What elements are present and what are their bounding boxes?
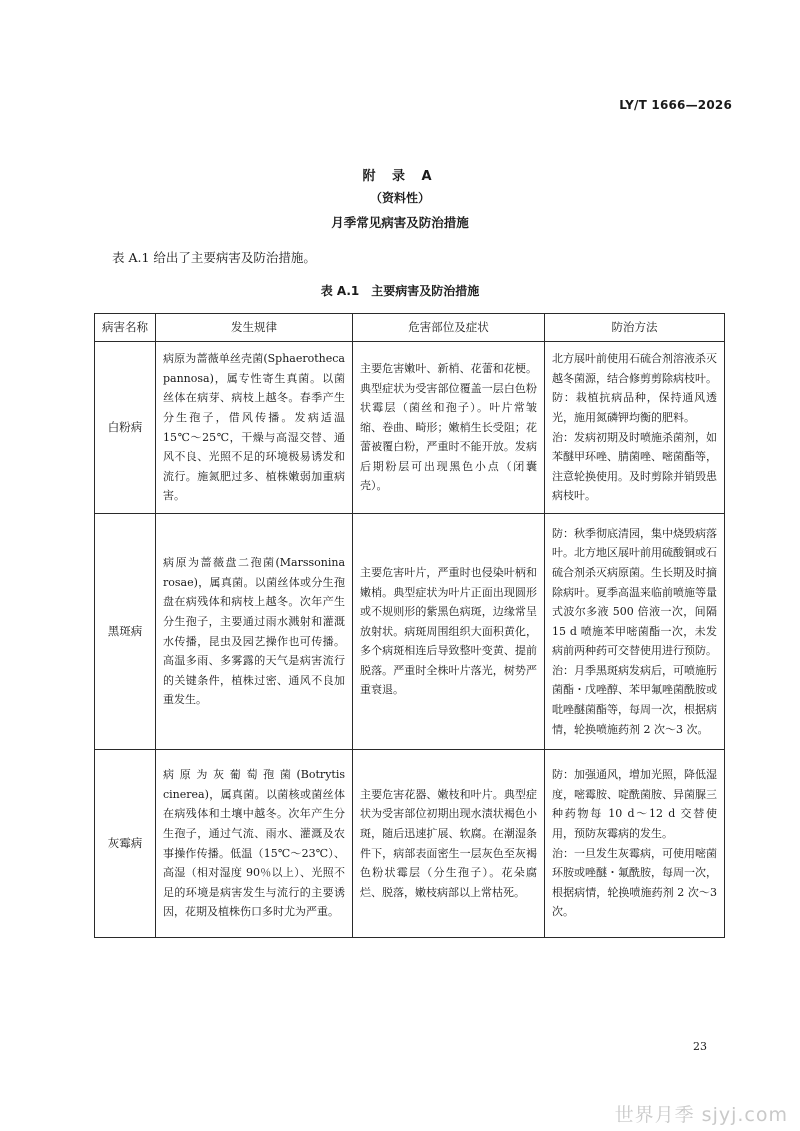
symptoms-cell: 主要危害嫩叶、新梢、花蕾和花梗。典型症状为受害部位覆盖一层白色粉状霉层（菌丝和孢子）。叶片常皱缩、卷曲、畸形；嫩梢生长受阻；花蕾被覆白粉，严重时不能开放。发病后期粉层可出现黑色小点（闭囊壳）。 [353, 342, 545, 514]
control-cell: 防：加强通风，增加光照，降低湿度，嘧霉胺、啶酰菌胺、异菌脲三种药物每 10 d～12 d 交替使用，预防灰霉病的发生。 治：一旦发生灰霉病，可使用嘧菌环胺或唑醚・氟酰胺，每周一次，根据病情，轮换喷施药剂 2 次～3 次。 [545, 750, 725, 938]
appendix-nature: （资料性） [369, 191, 430, 205]
occurrence-cell: 病原为蔷薇盘二孢菌(Marssonina rosae)，属真菌。以菌丝体或分生孢盘在病残体和病枝上越冬。次年产生分生孢子，主要通过雨水溅射和灌溉水传播，昆虫及园艺操作也可传播。高温多雨、多雾露的天气是病害流行的关键条件，植株过密、通风不良加重发生。 [156, 514, 353, 750]
table-caption: 表 A.1 主要病害及防治措施 [320, 284, 480, 298]
intro-paragraph: 表 A.1 给出了主要病害及防治措施。 [112, 250, 316, 265]
appendix-subtitle: 月季常见病害及防治措施 [331, 215, 469, 230]
appendix-title: 附 录 A [362, 169, 438, 184]
control-cell: 防：秋季彻底清园，集中烧毁病落叶。北方地区展叶前用硫酸铜或石硫合剂杀灭病原菌。生长期及时摘除病叶。夏季高温来临前喷施等量式波尔多液 500 倍液一次，间隔 15 d 喷施苯甲嘧菌酯一次，未发病前两种药可交替使用进行预防。 治：月季黑斑病发病后，可喷施肟菌酯・戊唑醇、苯甲氟唑菌酰胺或吡唑醚菌酯等，每周一次，根据病情，轮换喷施药剂 2 次～3 次。 [545, 514, 725, 750]
standard-code: LY/T 1666—2026 [619, 98, 732, 112]
occurrence-cell: 病原为灰葡萄孢菌(Botrytis cinerea)，属真菌。以菌核或菌丝体在病残体和土壤中越冬。次年产生分生孢子，通过气流、雨水、灌溉及农事操作传播。低温（15℃～23℃）、高湿（相对湿度 90％以上）、光照不足的环境是病害发生与流行的主要诱因，花期及植株伤口多时尤为严重。 [156, 750, 353, 938]
disease-table [94, 313, 725, 938]
control-cell: 北方展叶前使用石硫合剂溶液杀灭越冬菌源，结合修剪剪除病枝叶。 防：栽植抗病品种，保持通风透光，施用氮磷钾均衡的肥料。 治：发病初期及时喷施杀菌剂，如苯醚甲环唑、腈菌唑、嘧菌酯等，注意轮换使用。及时剪除并销毁患病枝叶。 [545, 342, 725, 514]
column-header-control: 防治方法 [545, 314, 725, 342]
column-header-occurrence: 发生规律 [156, 314, 353, 342]
page-number: 23 [693, 1040, 707, 1053]
table-row [95, 514, 725, 750]
site-watermark: 世界月季 sjyj.com [614, 1104, 788, 1126]
disease-name-cell: 黑斑病 [95, 514, 156, 750]
column-header-disease-name: 病害名称 [95, 314, 156, 342]
symptoms-cell: 主要危害花器、嫩枝和叶片。典型症状为受害部位初期出现水渍状褐色小斑，随后迅速扩展、软腐。在潮湿条件下，病部表面密生一层灰色至灰褐色粉状霉层（分生孢子）。花朵腐烂、脱落，嫩枝病部以上常枯死。 [353, 750, 545, 938]
disease-name-cell: 灰霉病 [95, 750, 156, 938]
table-row [95, 750, 725, 938]
table-header-row [95, 314, 725, 342]
symptoms-cell: 主要危害叶片，严重时也侵染叶柄和嫩梢。典型症状为叶片正面出现圆形或不规则形的紫黑色病斑，边缘常呈放射状。病斑周围组织大面积黄化，多个病斑相连后导致整叶变黄、提前脱落。严重时全株叶片落光，树势严重衰退。 [353, 514, 545, 750]
table-row [95, 342, 725, 514]
column-header-symptoms: 危害部位及症状 [353, 314, 545, 342]
occurrence-cell: 病原为蔷薇单丝壳菌(Sphaerotheca pannosa)，属专性寄生真菌。以菌丝体在病芽、病枝上越冬。春季产生分生孢子，借风传播。发病适温 15℃～25℃，干燥与高湿交替、通风不良、光照不足的环境极易诱发和流行。施氮肥过多、植株嫩弱加重病害。 [156, 342, 353, 514]
disease-name-cell: 白粉病 [95, 342, 156, 514]
